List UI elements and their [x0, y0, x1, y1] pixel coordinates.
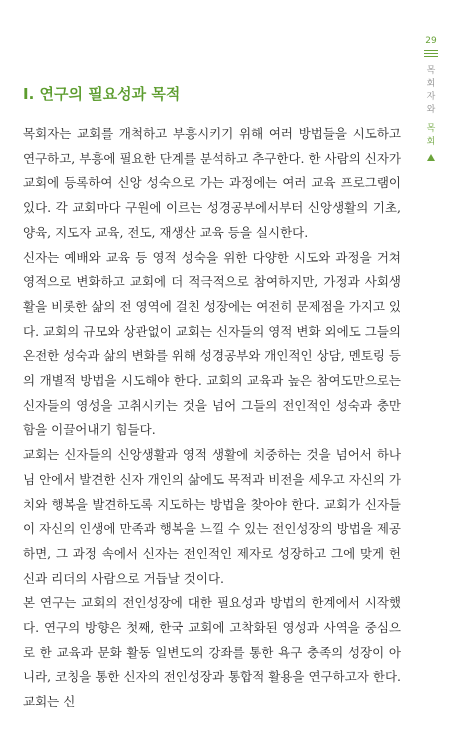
body-text — [23, 122, 401, 715]
side-navigation — [420, 36, 442, 161]
paragraph: 교회는 신자들의 신앙생활과 영적 생활에 치중하는 것을 넘어서 하나님 안에서 발견한 신자 개인의 삶에도 목적과 비전을 세우고 자신의 가치와 행복을 발견하도록 지도하는 방법을 찾아야 한다. 교회가 신자들이 자신의 인생에 만족과 행복을 느낄 수 있는 전인성장의 방법을 제공하면, 그 과정 속에서 신자는 전인적인 제자로 성장하고 그에 맞게 헌신과 리더의 사람으로 거듭날 것이다. — [23, 447, 401, 586]
vertical-char: 목 — [426, 66, 436, 76]
page-number: 29 — [425, 36, 437, 46]
vertical-char: 목 — [426, 124, 436, 134]
paragraph: 목회자는 교회를 개척하고 부흥시키기 위해 여러 방법들을 시도하고 연구하고, 부흥에 필요한 단계를 분석하고 추구한다. 한 사람의 신자가 교회에 등록하여 신앙 성숙으로 가는 과정에는 여러 교육 프로그램이 있다. 각 교회마다 구원에 이르는 성경공부에서부터 신앙생활의 기초, 양육, 지도자 교육, 전도, 재생산 교육 등을 실시한다. — [23, 126, 401, 240]
paragraph: 본 연구는 교회의 전인성장에 대한 필요성과 방법의 한계에서 시작했다. 연구의 방향은 첫째, 한국 교회에 고착화된 영성과 사역을 중심으로 한 교육과 문화 활동 일변도의 강좌를 통한 욕구 충족의 성장이 아니라, 코칭을 통한 신자의 전인성장과 통합적 활용을 연구하고자 한다. 교회는 신 — [23, 595, 401, 710]
rule-line — [424, 56, 438, 57]
vertical-title — [427, 65, 436, 117]
rule-line — [424, 50, 438, 51]
side-rules — [424, 48, 438, 59]
section-heading: Ⅰ. 연구의 필요성과 목적 — [23, 85, 181, 103]
vertical-char: 회 — [426, 79, 436, 89]
paragraph: 신자는 예배와 교육 등 영적 성숙을 위한 다양한 시도와 과정을 거쳐 영적으로 변화하고 교회에 더 적극적으로 참여하지만, 가정과 사회생활을 비롯한 삶의 전 영역에 걸친 성장에는 여전히 문제점을 가지고 있다. 교회의 규모와 상관없이 교회는 신자들의 영적 변화 외에도 그들의 온전한 성숙과 삶의 변화를 위해 성경공부와 개인적인 상담, 멘토링 등의 개별적 방법을 시도해야 한다. 교회의 교육과 높은 참여도만으로는 신자들의 영성을 고취시키는 것을 넘어 그들의 전인적인 성숙과 충만함을 이끌어내기 힘들다. — [23, 249, 401, 438]
vertical-subtitle — [427, 123, 436, 149]
vertical-char: 회 — [426, 137, 436, 147]
rule-line — [424, 53, 438, 54]
vertical-char: 자 — [426, 92, 436, 102]
triangle-up-icon — [427, 154, 435, 161]
vertical-char: 와 — [426, 105, 436, 115]
